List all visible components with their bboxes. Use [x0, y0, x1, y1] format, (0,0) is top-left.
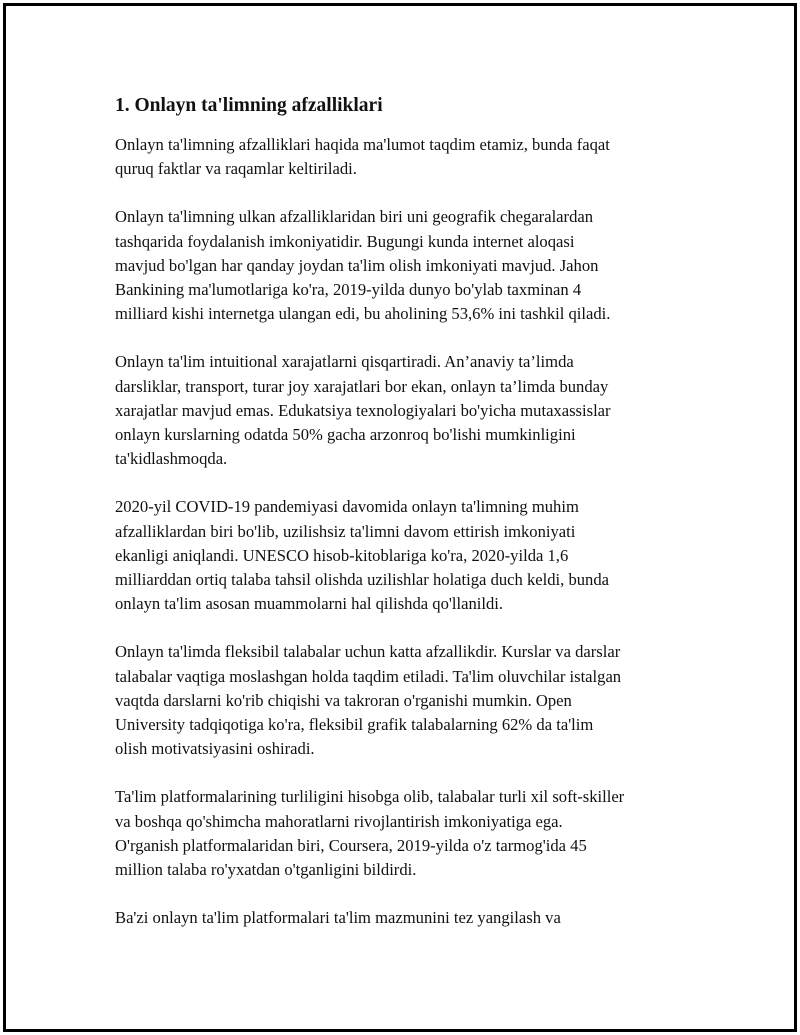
- text-line: xarajatlar mavjud emas. Edukatsiya texnologiyalari bo'yicha mutaxassislar: [115, 400, 611, 420]
- text-line: olish motivatsiyasini oshiradi.: [115, 739, 315, 759]
- text-line: University tadqiqotiga ko'ra, fleksibil grafik talabalarning 62% da ta'lim: [115, 715, 594, 735]
- text-line: Onlayn ta'lim intuitional xarajatlarni qisqartiradi. An’anaviy ta’limda: [115, 352, 574, 372]
- text-line: Onlayn ta'limning ulkan afzalliklaridan biri uni geografik chegaralardan: [115, 207, 594, 227]
- text-line: tashqarida foydalanish imkoniyatidir. Bugungi kunda internet aloqasi: [115, 231, 575, 251]
- text-line: mavjud bo'lgan har qanday joydan ta'lim olish imkoniyati mavjud. Jahon: [115, 255, 599, 275]
- text-line: onlayn ta'lim asosan muammolarni hal qilishda qo'llanildi.: [115, 594, 504, 614]
- text-line: vaqtda darslarni ko'rib chiqishi va takroran o'rganishi mumkin. Open: [115, 690, 572, 710]
- text-line: Onlayn ta'limda fleksibil talabalar uchun katta afzallikdir. Kurslar va darslar: [115, 642, 621, 662]
- text-line: ekanligi aniqlandi. UNESCO hisob-kitoblariga ko'ra, 2020-yilda 1,6: [115, 545, 569, 565]
- paragraph: [115, 205, 705, 326]
- text-line: va boshqa qo'shimcha mahoratlarni rivojlantirish imkoniyatiga ega.: [115, 811, 563, 831]
- paragraph-list: [115, 133, 705, 930]
- text-line: darsliklar, transport, turar joy xarajatlari bor ekan, onlayn ta’limda bunday: [115, 376, 609, 396]
- text-line: talabalar vaqtiga moslashgan holda taqdim etiladi. Ta'lim oluvchilar istalgan: [115, 666, 622, 686]
- paragraph: [115, 495, 705, 616]
- paragraph: [115, 785, 705, 882]
- section-heading: 1. Onlayn ta'limning afzalliklari: [115, 95, 383, 116]
- text-line: ta'kidlashmoqda.: [115, 449, 228, 469]
- text-line: milliard kishi internetga ulangan edi, bu aholining 53,6% ini tashkil qiladi.: [115, 304, 611, 324]
- text-line: quruq faktlar va raqamlar keltiriladi.: [115, 159, 357, 179]
- text-line: onlayn kurslarning odatda 50% gacha arzonroq bo'lishi mumkinligini: [115, 425, 576, 445]
- text-line: Onlayn ta'limning afzalliklari haqida ma'lumot taqdim etamiz, bunda faqat: [115, 135, 610, 154]
- text-line: million talaba ro'yxatdan o'tganligini bildirdi.: [115, 860, 417, 880]
- text-line: Ta'lim platformalarining turliligini hisobga olib, talabalar turli xil soft-skiller: [115, 787, 625, 807]
- paragraph: [115, 350, 705, 471]
- text-line: 2020-yil COVID-19 pandemiyasi davomida onlayn ta'limning muhim: [115, 497, 579, 517]
- paragraph: [115, 640, 705, 761]
- paragraph: [115, 906, 705, 930]
- text-line: O'rganish platformalaridan biri, Coursera, 2019-yilda o'z tarmog'ida 45: [115, 835, 587, 855]
- text-line: afzalliklardan biri bo'lib, uzilishsiz ta'limni davom ettirish imkoniyati: [115, 521, 576, 541]
- text-line: Ba'zi onlayn ta'lim platformalari ta'lim mazmunini tez yangilash va: [115, 908, 561, 928]
- paragraph: [115, 133, 705, 181]
- text-line: milliarddan ortiq talaba tahsil olishda uzilishlar holatiga duch keldi, bunda: [115, 570, 610, 590]
- text-line: Bankining ma'lumotlariga ko'ra, 2019-yilda dunyo bo'ylab taxminan 4: [115, 280, 582, 300]
- document-body: [115, 92, 705, 954]
